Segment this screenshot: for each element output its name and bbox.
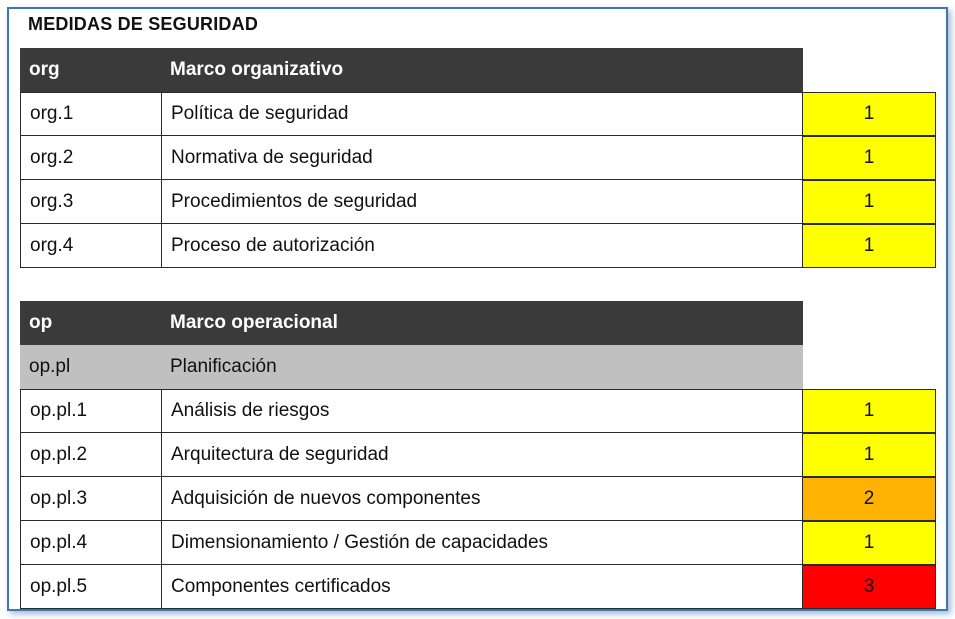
- table-row: [20, 224, 803, 268]
- op-subheader-row: [20, 345, 803, 389]
- row-name: Proceso de autorización: [161, 224, 803, 268]
- op-header-name: Marco operacional: [170, 312, 338, 333]
- row-name: Análisis de riesgos: [161, 389, 803, 433]
- table-row: [20, 521, 803, 565]
- org-header-name: Marco organizativo: [170, 59, 344, 80]
- table-row: [20, 389, 803, 433]
- level-cell: 1: [803, 224, 936, 268]
- level-cell: 1: [803, 521, 936, 565]
- row-code: op.pl.5: [20, 565, 161, 609]
- level-cell: 1: [803, 136, 936, 180]
- level-cell: 1: [803, 389, 936, 433]
- page-title: MEDIDAS DE SEGURIDAD: [28, 14, 259, 34]
- op-subheader-name: Planificación: [170, 356, 277, 377]
- table-row: [20, 433, 803, 477]
- row-name: Dimensionamiento / Gestión de capacidades: [161, 521, 803, 565]
- row-code: op.pl.2: [20, 433, 161, 477]
- row-code: org.2: [20, 136, 161, 180]
- level-cell: 1: [803, 180, 936, 224]
- op-subheader-code: op.pl: [29, 356, 71, 377]
- row-name: Política de seguridad: [161, 92, 803, 136]
- row-code: op.pl.3: [20, 477, 161, 521]
- org-header-row: [20, 48, 803, 92]
- table-row: [20, 565, 803, 609]
- row-code: op.pl.4: [20, 521, 161, 565]
- row-code: org.3: [20, 180, 161, 224]
- row-name: Normativa de seguridad: [161, 136, 803, 180]
- row-name: Arquitectura de seguridad: [161, 433, 803, 477]
- level-cell: 3: [803, 565, 936, 609]
- table-row: [20, 136, 803, 180]
- row-name: Procedimientos de seguridad: [161, 180, 803, 224]
- level-cell: 1: [803, 92, 936, 136]
- row-name: Componentes certificados: [161, 565, 803, 609]
- table-row: [20, 180, 803, 224]
- op-header-code: op: [29, 312, 53, 333]
- table-row: [20, 477, 803, 521]
- level-cell: 2: [803, 477, 936, 521]
- table-row: [20, 92, 803, 136]
- row-code: org.1: [20, 92, 161, 136]
- level-cell: 1: [803, 433, 936, 477]
- row-name: Adquisición de nuevos componentes: [161, 477, 803, 521]
- op-header-row: [20, 301, 803, 345]
- org-header-code: org: [29, 59, 60, 80]
- row-code: op.pl.1: [20, 389, 161, 433]
- row-code: org.4: [20, 224, 161, 268]
